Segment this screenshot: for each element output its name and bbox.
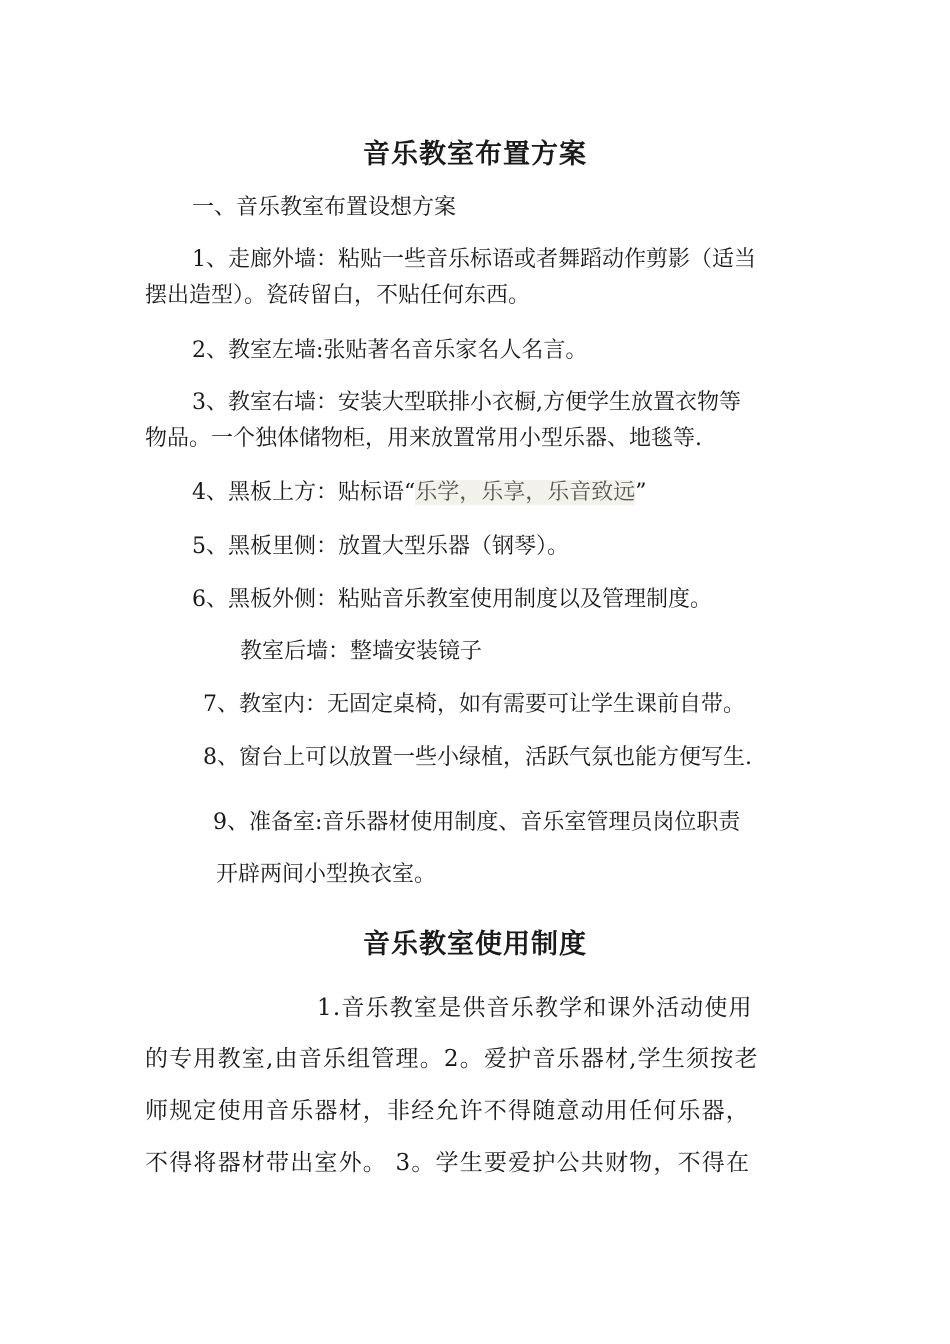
item-3-paragraph xyxy=(145,388,810,454)
item-4-prefix: 4、黑板上方：贴标语“ xyxy=(192,480,416,505)
item-4 xyxy=(192,478,647,508)
item-2: 2、教室左墙:张贴著名音乐家名人名言。 xyxy=(192,338,588,363)
slogan-highlight: 乐学，乐享，乐音致远 xyxy=(415,480,636,505)
item-1-line-2: 摆出造型）。瓷砖留白，不贴任何东西。 xyxy=(145,283,531,308)
item-6: 6、黑板外侧：粘贴音乐教室使用制度以及管理制度。 xyxy=(192,587,712,612)
item-1-paragraph xyxy=(145,245,810,311)
item-3-line-2: 物品。一个独体储物柜，用来放置常用小型乐器、地毯等. xyxy=(145,426,702,451)
rules-line-1: 1.音乐教室是供音乐教学和课外活动使用 xyxy=(317,995,753,1021)
item-7: 7、教室内：无固定桌椅，如有需要可让学生课前自带。 xyxy=(203,692,745,717)
item-3-line-1: 3、教室右墙：安装大型联排小衣橱,方便学生放置衣物等 xyxy=(192,390,741,415)
item-9-line-1: 9、准备室:音乐器材使用制度、音乐室管理员岗位职责 xyxy=(213,810,741,835)
section-title-rules: 音乐教室使用制度 xyxy=(363,929,587,960)
item-8: 8、窗台上可以放置一些小绿植，活跃气氛也能方便写生. xyxy=(203,745,752,770)
rules-line-2: 的专用教室,由音乐组管理。2。爱护音乐器材,学生须按老 xyxy=(145,1046,759,1072)
item-back-wall: 教室后墙：整墙安装镜子 xyxy=(240,639,483,664)
item-5: 5、黑板里侧：放置大型乐器（钢琴）。 xyxy=(192,534,569,559)
item-9-line-2: 开辟两间小型换衣室。 xyxy=(216,862,437,887)
item-4-suffix: ” xyxy=(635,480,647,505)
item-1-line-1: 1、走廊外墙：粘贴一些音乐标语或者舞蹈动作剪影（适当 xyxy=(192,247,756,272)
rules-line-4: 不得将器材带出室外。 3。学生要爱护公共财物，不得在 xyxy=(145,1150,751,1176)
rules-line-3: 师规定使用音乐器材，非经允许不得随意动用任何乐器， xyxy=(145,1098,750,1124)
section-heading: 一、音乐教室布置设想方案 xyxy=(192,195,457,220)
page-title: 音乐教室布置方案 xyxy=(363,139,587,170)
